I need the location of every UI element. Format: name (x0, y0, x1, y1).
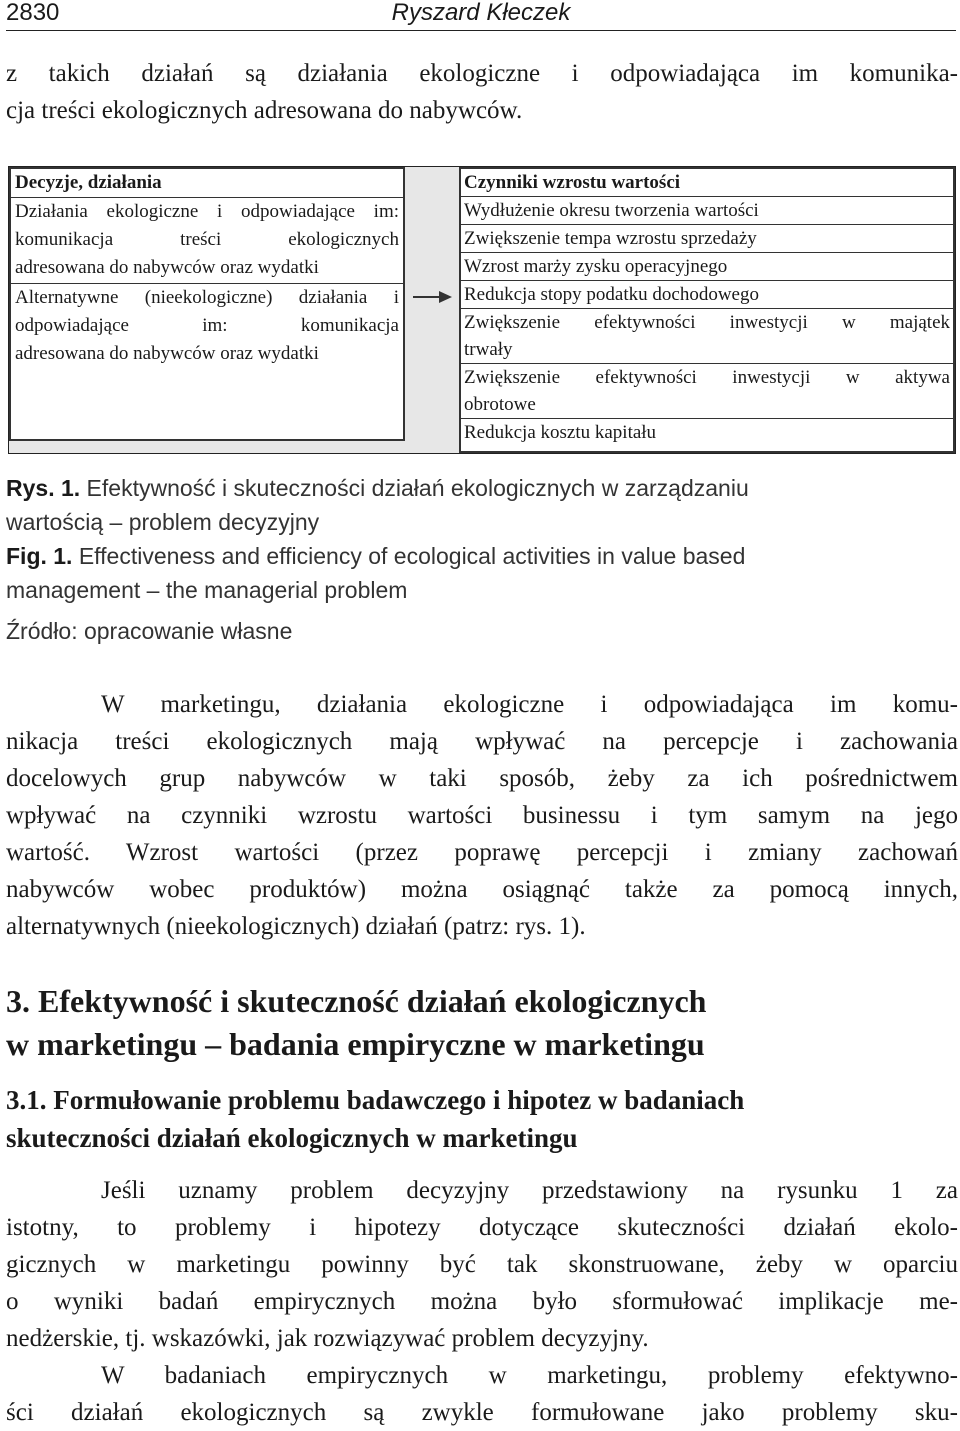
heading-line: 3. Efektywność i skuteczność działań ekologicznych (6, 983, 707, 1019)
running-author: Ryszard Kłeczek (391, 0, 571, 26)
caption-text: wartością – problem decyzyjny (6, 509, 320, 535)
paragraph-line: Jeśli uznamy problem decyzyjny przedstawiony na rysunku 1 za (101, 1177, 958, 1204)
paragraph-line: nabywców wobec produktów) można osiągnąć także za pomocą innych, (6, 876, 958, 903)
heading-line: skuteczności działań ekologicznych w marketingu (6, 1123, 578, 1153)
value-drivers-box (459, 167, 955, 453)
value-driver-item: Zwiększenie tempa wzrostu sprzedaży (461, 225, 953, 253)
figure-caption-pl (6, 471, 958, 539)
paragraph-line: W badaniach empirycznych w marketingu, problemy efektywno- (101, 1362, 958, 1389)
alternative-actions-line: adresowana do nabywców oraz wydatki (15, 343, 319, 364)
value-driver-item: Wzrost marży zysku operacyjnego (461, 253, 953, 281)
caption-label: Fig. 1. (6, 543, 73, 569)
heading-line: w marketingu – badania empiryczne w marketingu (6, 1026, 705, 1062)
section-3-1-heading (6, 1081, 744, 1157)
ecological-actions-block (11, 198, 403, 284)
page-number: 2830 (6, 0, 60, 26)
figure-caption-en (6, 539, 958, 607)
value-driver-item (461, 309, 953, 364)
decisions-title: Decyzje, działania (11, 169, 403, 198)
right-arrow-icon (411, 286, 453, 308)
ecological-actions-line: adresowana do nabywców oraz wydatki (15, 257, 319, 278)
intro-line-2: cja treści ekologicznych adresowana do nabywców. (6, 97, 523, 124)
paragraph-line: gicznych w marketingu powinny być tak skonstruowane, żeby w oparciu (6, 1251, 958, 1278)
value-driver-item (461, 364, 953, 419)
caption-text: management – the managerial problem (6, 577, 408, 603)
paragraph-line: nikacja treści ekologicznych mają wpływać na percepcje i zachowania (6, 728, 958, 755)
paragraph-line: nedżerskie, tj. wskazówki, jak rozwiązywać problem decyzyjny. (6, 1325, 649, 1352)
value-drivers-title: Czynniki wzrostu wartości (461, 169, 953, 197)
caption-label: Rys. 1. (6, 475, 81, 501)
paragraph-line: docelowych grup nabywców w taki sposób, żeby za ich pośrednictwem (6, 765, 958, 792)
paragraph-line: wpływać na czynniki wzrostu wartości businessu i tym samym na jego (6, 802, 958, 829)
figure-1-diagram (8, 166, 956, 454)
caption-text: Efektywność i skuteczności działań ekologicznych w zarządzaniu (86, 475, 749, 501)
paragraph-line: alternatywnych (nieekologicznych) działań (patrz: rys. 1). (6, 913, 586, 940)
value-driver-item: Redukcja kosztu kapitału (464, 422, 657, 443)
paragraph-line: istotny, to problemy i hipotezy dotyczące skuteczności działań ekolo- (6, 1214, 958, 1241)
value-driver-line: trwały (464, 339, 513, 360)
alternative-actions-line: Alternatywne (nieekologiczne) działania i (15, 287, 399, 308)
figure-source: Źródło: opracowanie własne (6, 618, 293, 644)
decisions-box (9, 167, 405, 441)
intro-line-1: z takich działań są działania ekologiczne i odpowiadająca im komunika- (6, 60, 958, 87)
value-driver-line: obrotowe (464, 394, 536, 415)
ecological-actions-line: komunikacja treści ekologicznych (15, 229, 399, 250)
value-driver-line: Zwiększenie efektywności inwestycji w aktywa (464, 367, 950, 388)
value-driver-item: Wydłużenie okresu tworzenia wartości (461, 197, 953, 225)
alternative-actions-line: odpowiadające im: komunikacja (15, 315, 399, 336)
paragraph-line: W marketingu, działania ekologiczne i odpowiadająca im komu- (101, 691, 958, 718)
value-driver-line: Zwiększenie efektywności inwestycji w majątek (464, 312, 950, 333)
running-header (6, 0, 956, 31)
value-driver-item: Redukcja stopy podatku dochodowego (461, 281, 953, 309)
paragraph-line: o wyniki badań empirycznych można było sformułować implikacje me- (6, 1288, 958, 1315)
heading-line: 3.1. Formułowanie problemu badawczego i hipotez w badaniach (6, 1085, 745, 1115)
paragraph-line: wartość. Wzrost wartości (przez poprawę percepcji i zmiany zachowań (6, 839, 958, 866)
paragraph-line: ści działań ekologicznych są zwykle formułowane jako problemy sku- (6, 1399, 958, 1426)
alternative-actions-block (11, 284, 403, 368)
ecological-actions-line: Działania ekologiczne i odpowiadające im: (15, 201, 399, 222)
caption-text: Effectiveness and efficiency of ecological activities in value based (78, 543, 746, 569)
section-3-heading (6, 980, 706, 1066)
